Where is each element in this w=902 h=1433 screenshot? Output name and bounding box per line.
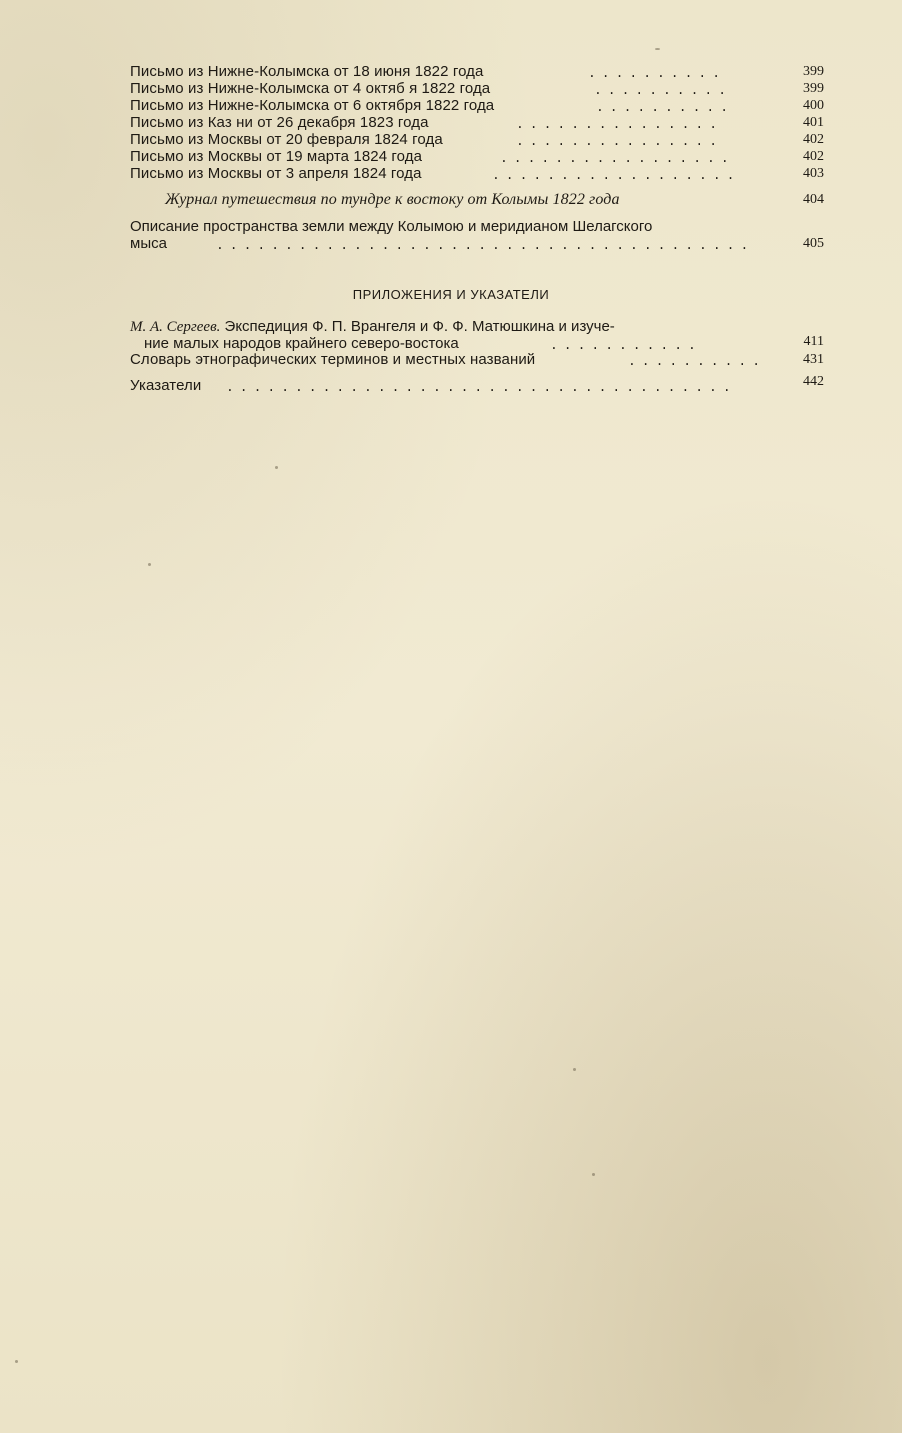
toc-entry-letter-6 — [130, 148, 824, 165]
dot-leader: ..................................... — [226, 382, 737, 394]
toc-entry-page: 404 — [803, 192, 824, 207]
paper-speck — [275, 466, 278, 469]
toc-entry-page: 401 — [803, 115, 824, 130]
toc-entry-page: 402 — [803, 132, 824, 147]
dot-leader: .................. — [492, 170, 741, 182]
toc-entry-title: Письмо из Нижне-Колымска от 4 октяб я 1822 года — [130, 80, 491, 97]
toc-entry-title-line-2: мыса — [130, 235, 167, 252]
toc-entry-description — [130, 218, 824, 254]
author-name: М. А. Сергеев. — [130, 319, 221, 335]
toc-entry-page: 402 — [803, 149, 824, 164]
toc-entry-page: 399 — [803, 64, 824, 79]
toc-entry-page: 399 — [803, 81, 824, 96]
toc-entry-letter-4 — [130, 114, 824, 131]
toc-entry-letter-2 — [130, 80, 824, 97]
toc-entry-title: Словарь этнографических терминов и местных названий — [130, 351, 536, 368]
toc-entry-title: Указатели — [130, 377, 202, 394]
paper-speck — [655, 48, 660, 50]
dot-leader: .......... — [594, 85, 733, 97]
toc-entry-letter-7 — [130, 165, 824, 182]
toc-entry-page: 442 — [803, 374, 824, 389]
entry-title-text: Экспедиция Ф. П. Врангеля и Ф. Ф. Матюшкина и изуче- — [224, 318, 615, 335]
toc-entry-page: 431 — [803, 352, 824, 367]
toc-entry-journal — [130, 191, 824, 208]
dot-leader: ............... — [516, 119, 724, 131]
dot-leader: ........... — [550, 340, 702, 352]
toc-entry-title-line-1 — [130, 318, 615, 336]
toc-entry-title-line-1: Описание пространства земли между Колымою и меридианом Шелагского — [130, 218, 653, 235]
toc-entry-letter-5 — [130, 131, 824, 148]
toc-entry-letter-1 — [130, 63, 824, 80]
dot-leader: .......... — [628, 356, 766, 368]
toc-entry-page: 411 — [803, 334, 824, 349]
section-heading-appendix: ПРИЛОЖЕНИЯ И УКАЗАТЕЛИ — [352, 287, 550, 302]
toc-entry-title: Журнал путешествия по тундре к востоку от Колымы 1822 года — [165, 191, 620, 208]
toc-entry-title: Письмо из Нижне-Колымска от 18 июня 1822 года — [130, 63, 484, 80]
dot-leader: ................. — [500, 153, 735, 165]
dot-leader: .......... — [588, 68, 727, 80]
toc-entry-title: Письмо из Москвы от 20 февраля 1824 года — [130, 131, 443, 148]
toc-entry-page: 403 — [803, 166, 824, 181]
toc-entry-title-line-2: ние малых народов крайнего северо-востока — [144, 335, 459, 352]
toc-entry-dictionary — [130, 351, 824, 368]
toc-entry-sergeev — [130, 318, 824, 354]
paper-speck — [15, 1360, 18, 1363]
toc-entry-page: 405 — [803, 236, 824, 251]
paper-speck — [592, 1173, 595, 1176]
toc-entry-indexes — [130, 374, 824, 394]
toc-entry-letter-3 — [130, 97, 824, 114]
toc-entry-title: Письмо из Каз ни от 26 декабря 1823 года — [130, 114, 429, 131]
dot-leader: ............... — [516, 136, 724, 148]
toc-entry-page: 400 — [803, 98, 824, 113]
toc-entry-title: Письмо из Нижне-Колымска от 6 октября 1822 года — [130, 97, 495, 114]
dot-leader: .......... — [596, 102, 735, 114]
toc-entry-title: Письмо из Москвы от 19 марта 1824 года — [130, 148, 423, 165]
paper-speck — [573, 1068, 576, 1071]
paper-speck — [148, 563, 151, 566]
dot-leader: ....................................... — [216, 240, 755, 252]
toc-entry-title: Письмо из Москвы от 3 апреля 1824 года — [130, 165, 422, 182]
